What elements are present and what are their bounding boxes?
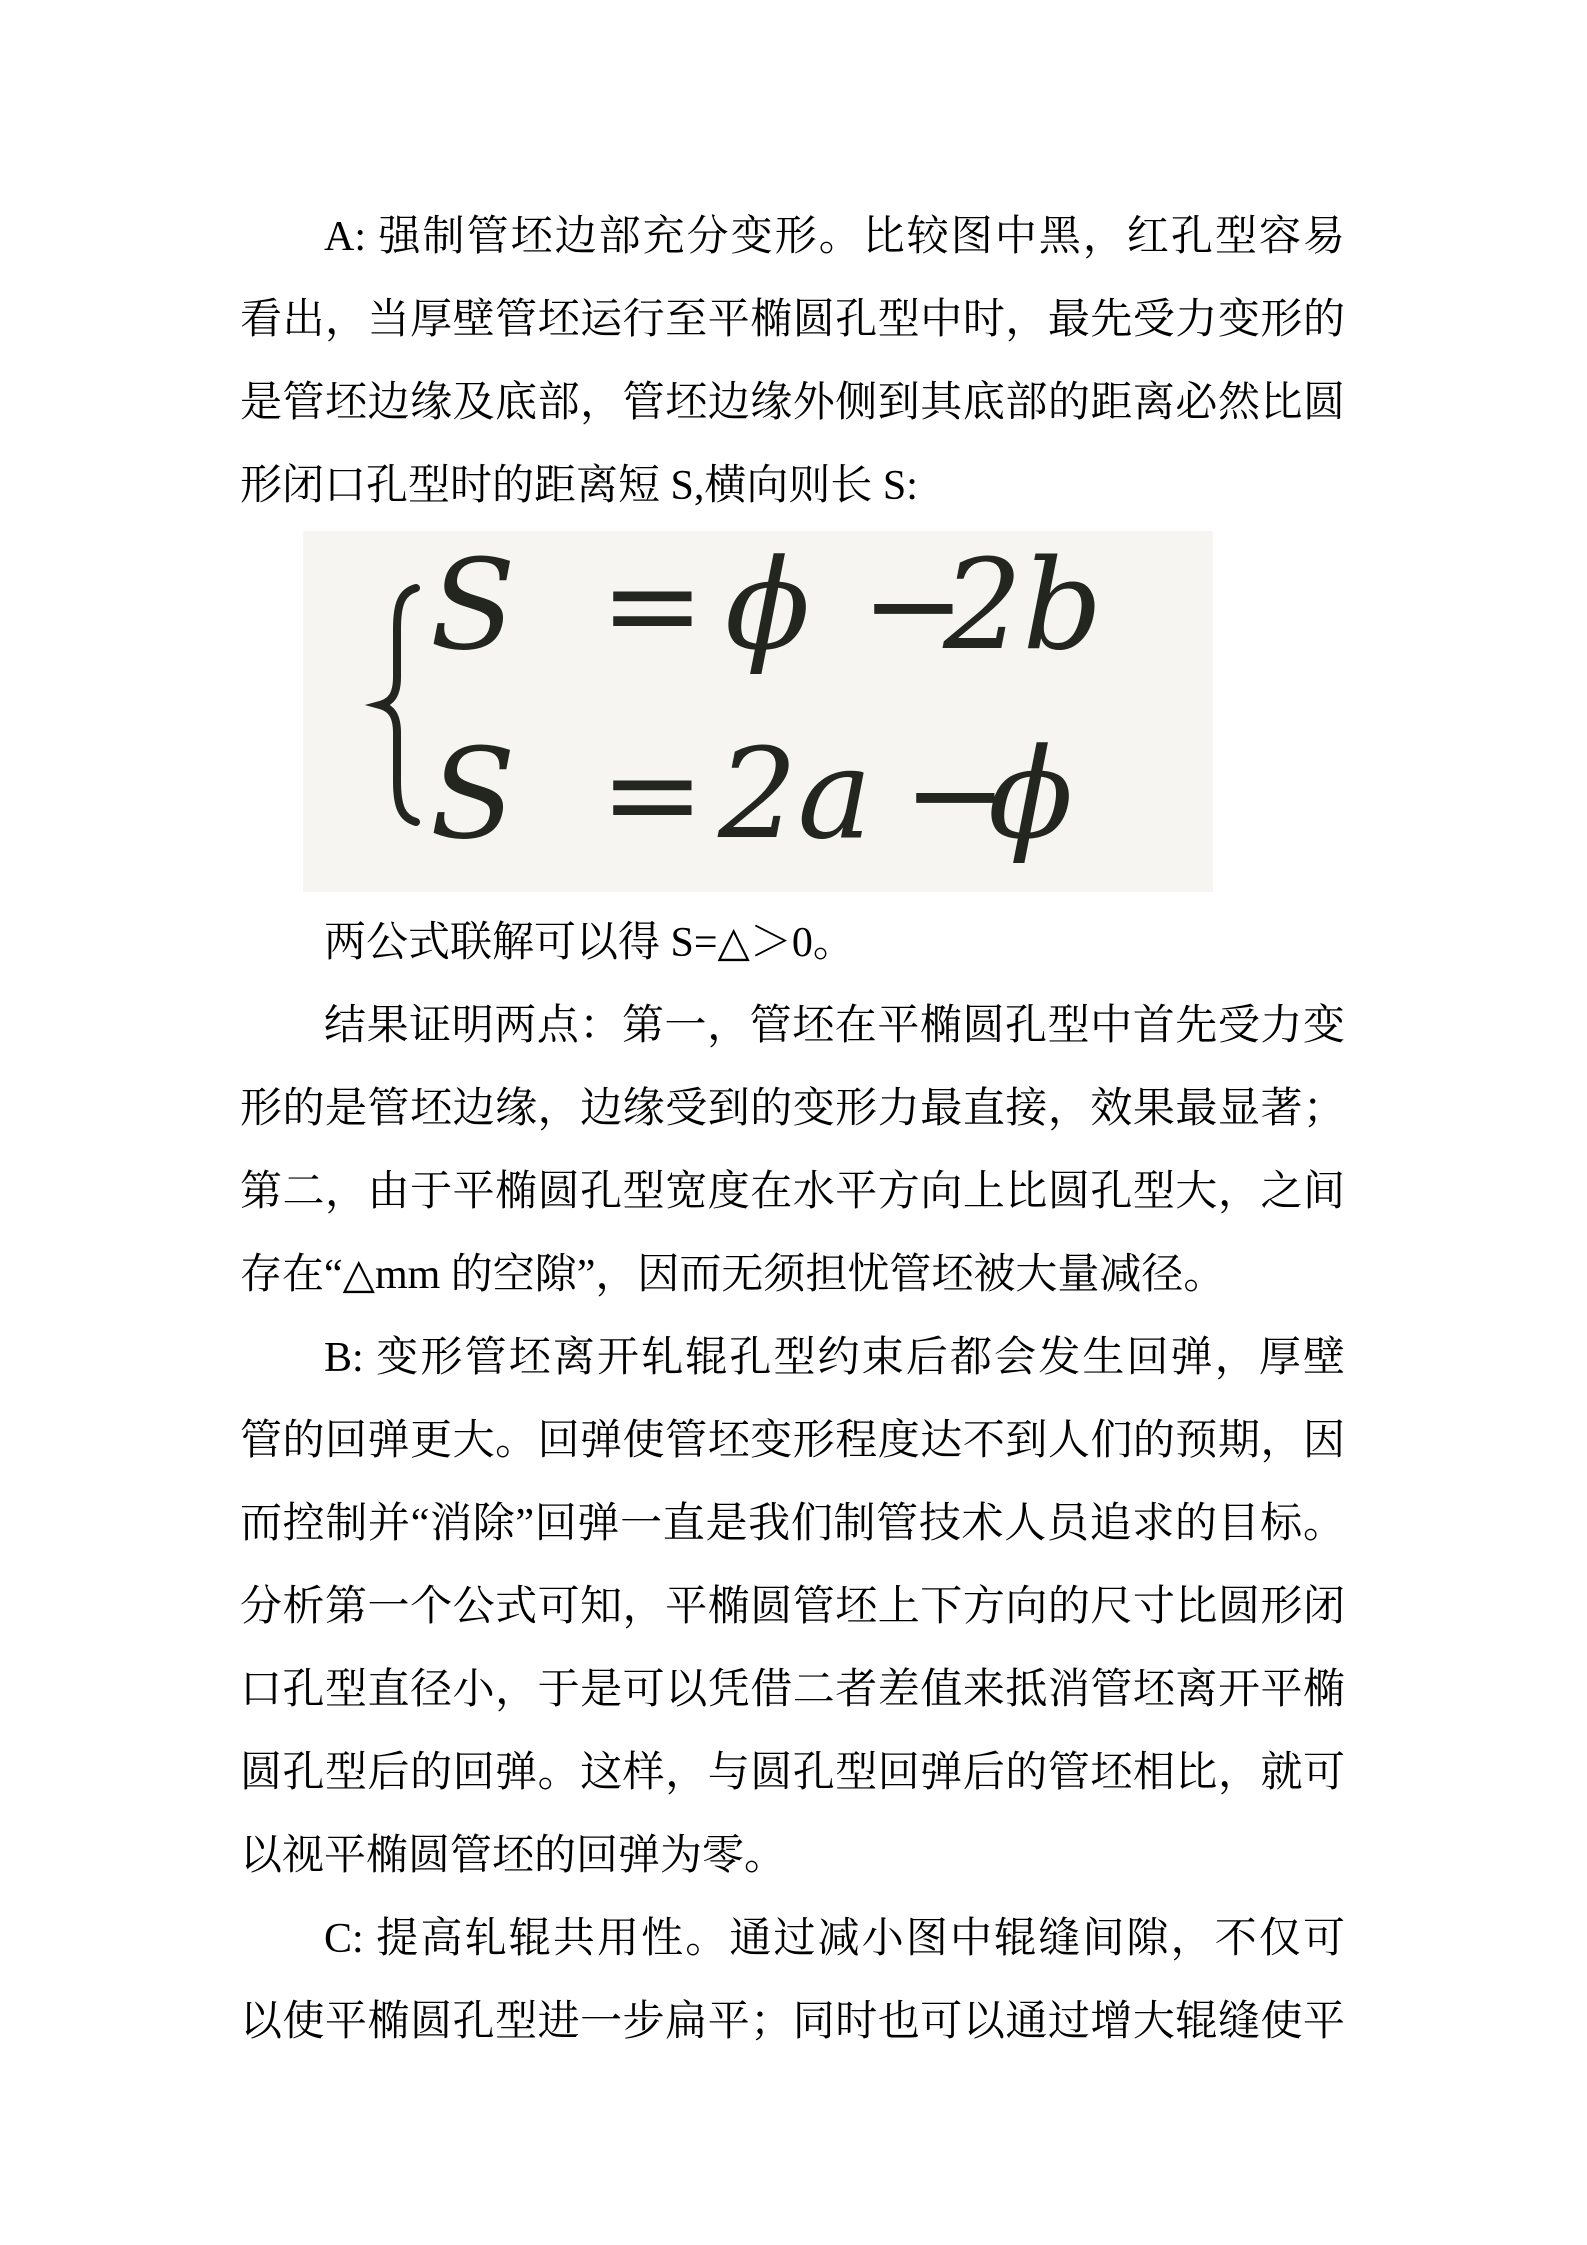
- text-line: 存在“△mm 的空隙”，因而无须担忧管坯被大量减径。: [240, 1252, 1226, 1298]
- text-line: 是管坯边缘及底部，管坯边缘外侧到其底部的距离必然比圆: [240, 380, 1345, 426]
- formula-row2-s: S: [430, 722, 516, 867]
- text-line: 圆孔型后的回弹。这样，与圆孔型回弹后的管坯相比，就可: [240, 1750, 1345, 1796]
- formula-row1-minus: −: [861, 533, 966, 678]
- text-line: 而控制并“消除”回弹一直是我们制管技术人员追求的目标。: [240, 1501, 1345, 1547]
- formula-row1-s: S: [430, 533, 516, 678]
- formula-row1-2b: 2b: [943, 533, 1103, 678]
- text-line: 看出，当厚壁管坯运行至平椭圆孔型中时，最先受力变形的: [240, 297, 1345, 343]
- text-line: 分析第一个公式可知，平椭圆管坯上下方向的尺寸比圆形闭: [240, 1584, 1345, 1630]
- text-line: B: 变形管坯离开轧辊孔型约束后都会发生回弹，厚壁: [324, 1335, 1345, 1381]
- text-line: 以使平椭圆孔型进一步扁平；同时也可以通过增大辊缝使平: [240, 1999, 1345, 2045]
- formula-row2-minus: −: [903, 722, 1008, 867]
- text-line: 形闭口孔型时的距离短 S,横向则长 S:: [240, 463, 918, 509]
- formula-row2-2a: 2a: [718, 722, 873, 867]
- formula-row2-eq: =: [600, 722, 705, 867]
- paragraphs-after-formula: [240, 902, 1345, 2064]
- paragraph-a: [240, 196, 1345, 528]
- text-line: 口孔型直径小，于是可以凭借二者差值来抵消管坯离开平椭: [240, 1667, 1345, 1713]
- text-line: A: 强制管坯边部充分变形。比较图中黑，红孔型容易: [324, 214, 1345, 260]
- text-line: 以视平椭圆管坯的回弹为零。: [240, 1833, 787, 1879]
- text-line: 形的是管坯边缘，边缘受到的变形力最直接，效果最显著；: [240, 1086, 1345, 1132]
- formula-row1-eq: =: [600, 533, 705, 678]
- text-line: 结果证明两点：第一，管坯在平椭圆孔型中首先受力变: [324, 1003, 1345, 1049]
- formula-image: [303, 531, 1213, 892]
- text-line: 两公式联解可以得 S=△＞0。: [324, 920, 855, 966]
- formula-row1-phi: ϕ: [725, 533, 811, 678]
- text-line: 第二，由于平椭圆孔型宽度在水平方向上比圆孔型大，之间: [240, 1169, 1345, 1215]
- text-content: [240, 196, 1345, 2064]
- formula-row2-phi: ϕ: [988, 722, 1074, 867]
- text-line: C: 提高轧辊共用性。通过减小图中辊缝间隙，不仅可: [324, 1916, 1345, 1962]
- text-line: 管的回弹更大。回弹使管坯变形程度达不到人们的预期，因: [240, 1418, 1345, 1464]
